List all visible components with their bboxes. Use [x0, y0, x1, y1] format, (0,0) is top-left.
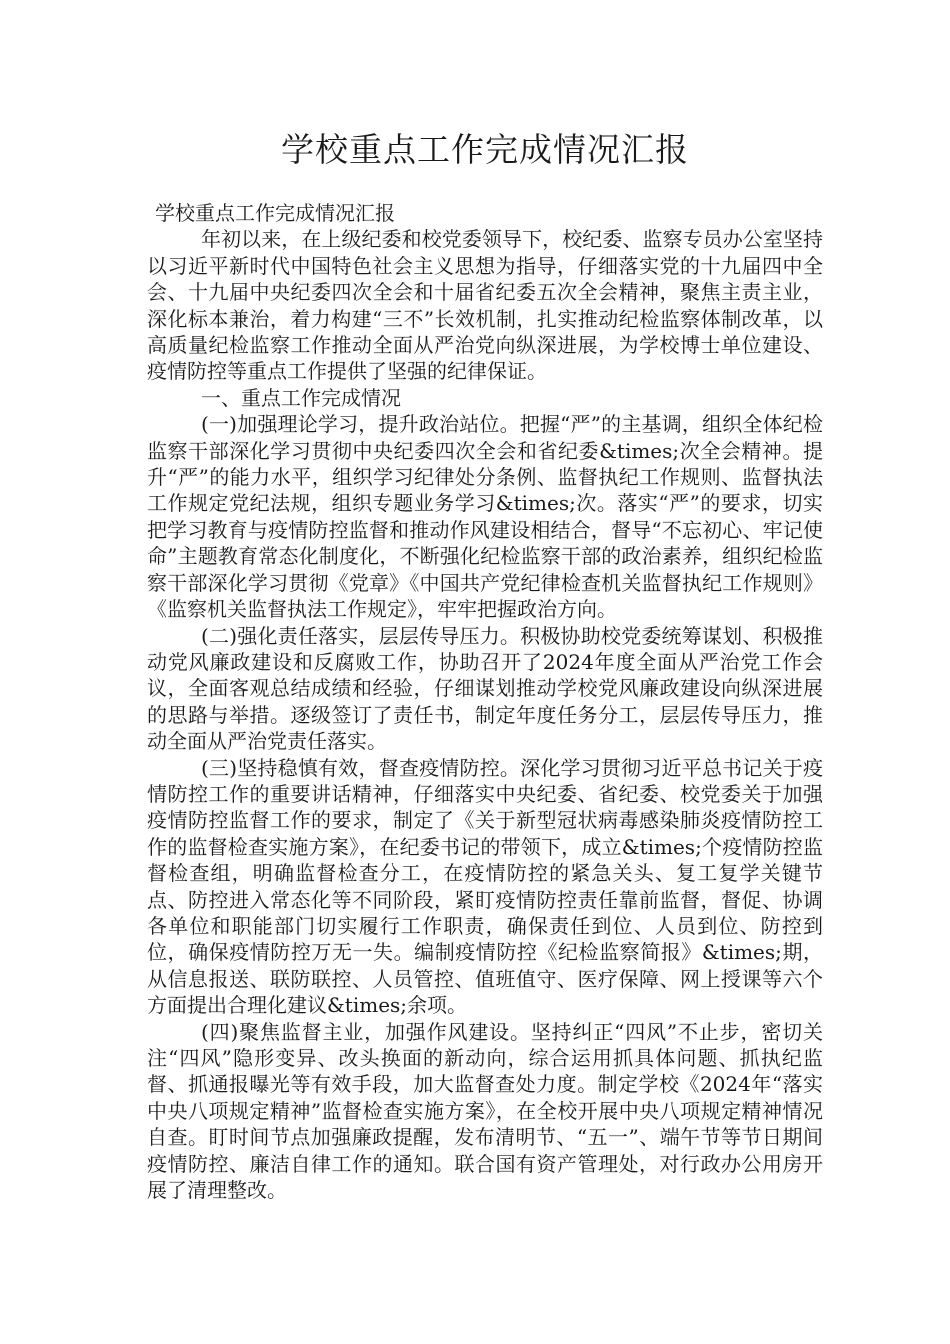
document-body: [147, 200, 823, 1203]
item-2-paragraph: (二)强化责任落实，层层传导压力。积极协助校党委统筹谋划、积极推动党风廉政建设和反腐败工作，协助召开了2024年度全面从严治党工作会议，全面客观总结成绩和经验，仔细谋划推动学校党风廉政建设向纵深进展的思路与举措。逐级签订了责任书，制定年度任务分工，层层传导压力，推动全面从严治党责任落实。: [147, 623, 823, 754]
document-title: 学校重点工作完成情况汇报: [281, 130, 689, 169]
document-page: [147, 0, 823, 1203]
subtitle-paragraph: 学校重点工作完成情况汇报: [155, 201, 395, 225]
item-4-paragraph: (四)聚焦监督主业，加强作风建设。坚持纠正“四风”不止步，密切关注“四风”隐形变异、改头换面的新动向，综合运用抓具体问题、抓执纪监督、抓通报曝光等有效手段，加大监督查处力度。制定学校《2024年“落实中央八项规定精神”监督检查实施方案》，在全校开展中央八项规定精神情况自查。盯时间节点加强廉政提醒，发布清明节、“五一”、端午节等节日期间疫情防控、廉洁自律工作的通知。联合国有资产管理处，对行政办公用房开展了清理整改。: [147, 1019, 823, 1203]
item-1-paragraph: (一)加强理论学习，提升政治站位。把握“严”的主基调，组织全体纪检监察干部深化学习贯彻中央纪委四次全会和省纪委&times;次全会精神。提升“严”的能力水平，组织学习纪律处分条例、监督执纪工作规则、监督执法工作规定党纪法规，组织专题业务学习&times;次。落实“严”的要求，切实把学习教育与疫情防控监督和推动作风建设相结合，督导“不忘初心、牢记使命”主题教育常态化制度化，不断强化纪检监察干部的政治素养，组织纪检监察干部深化学习贯彻《党章》《中国共产党纪律检查机关监督执纪工作规则》《监察机关监督执法工作规定》，牢牢把握政治方向。: [147, 412, 823, 622]
intro-paragraph: 年初以来，在上级纪委和校党委领导下，校纪委、监察专员办公室坚持以习近平新时代中国特色社会主义思想为指导，仔细落实党的十九届四中全会、十九届中央纪委四次全会和十届省纪委五次全会精神，聚焦主责主业，深化标本兼治，着力构建“三不”长效机制，扎实推动纪检监察体制改革，以高质量纪检监察工作推动全面从严治党向纵深进展，为学校博士单位建设、疫情防控等重点工作提供了坚强的纪律保证。: [147, 227, 823, 384]
item-3-paragraph: (三)坚持稳慎有效，督查疫情防控。深化学习贯彻习近平总书记关于疫情防控工作的重要讲话精神，仔细落实中央纪委、省纪委、校党委关于加强疫情防控监督工作的要求，制定了《关于新型冠状病毒感染肺炎疫情防控工作的监督检查实施方案》，在纪委书记的带领下，成立&times;个疫情防控监督检查组，明确监督检查分工，在疫情防控的紧急关头、复工复学关键节点、防控进入常态化等不同阶段，紧盯疫情防控责任靠前监督，督促、协调各单位和职能部门切实履行工作职责，确保责任到位、人员到位、防控到位，确保疫情防控万无一失。编制疫情防控《纪检监察简报》&times;期，从信息报送、联防联控、人员管控、值班值守、医疗保障、网上授课等六个方面提出合理化建议&times;余项。: [147, 755, 823, 1018]
section-heading: 一、重点工作完成情况: [201, 385, 401, 410]
